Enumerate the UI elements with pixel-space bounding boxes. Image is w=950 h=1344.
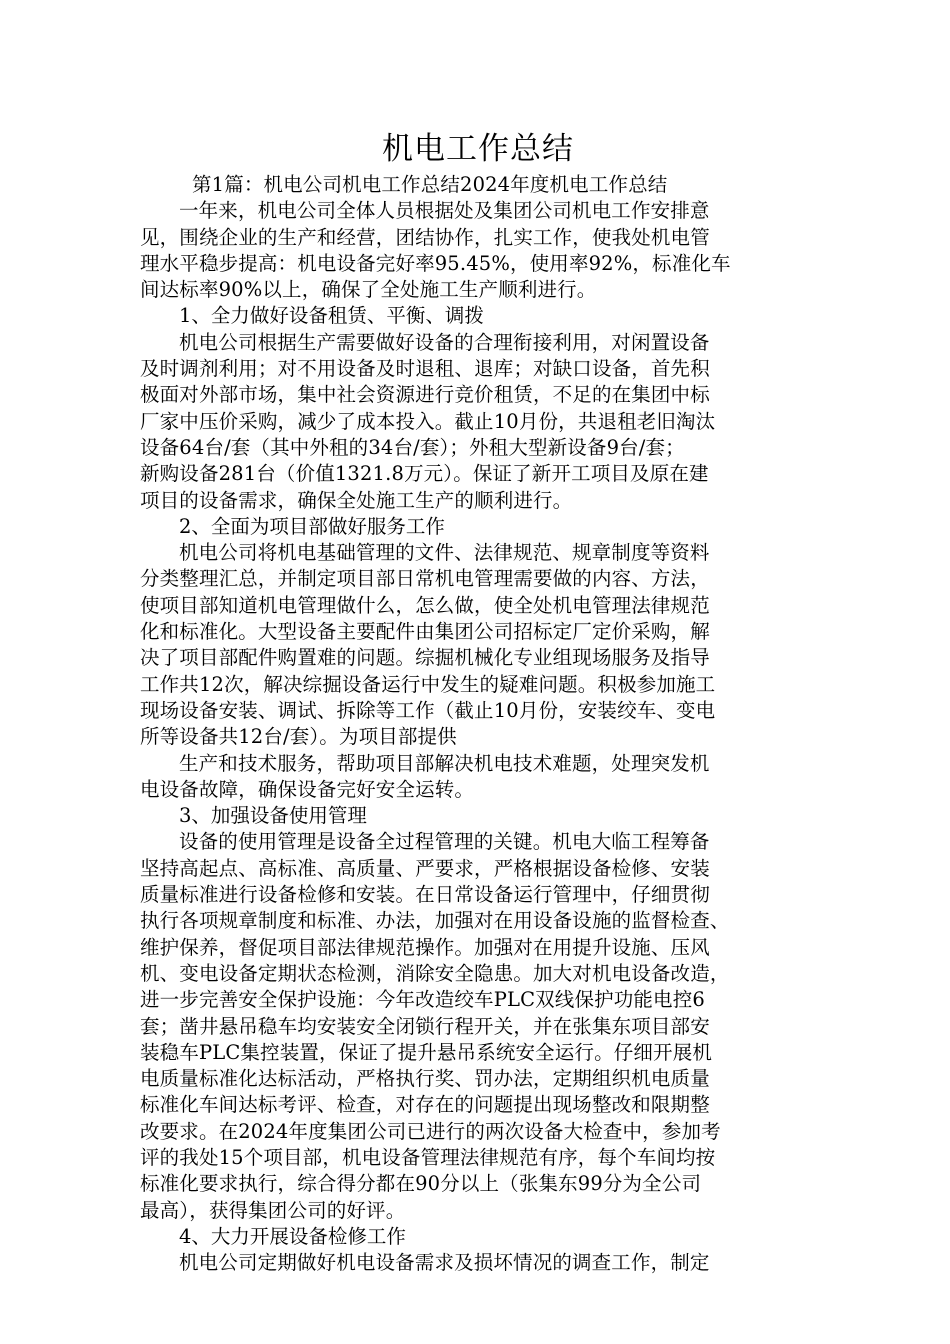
section-heading: 4、大力开展设备检修工作: [179, 1224, 406, 1248]
paragraph-line: 现场设备安装、调试、拆除等工作（截止10月份，安装绞车、变电: [140, 698, 716, 722]
document-subtitle: 第1篇：机电公司机电工作总结2024年度机电工作总结: [192, 173, 668, 196]
document-title: 机电工作总结: [382, 131, 574, 167]
paragraph-line: 最高），获得集团公司的好评。: [140, 1198, 406, 1222]
paragraph-line: 装稳车PLC集控装置，保证了提升悬吊系统安全运行。仔细开展机: [140, 1040, 712, 1064]
paragraph-line: 标准化车间达标考评、检查，对存在的问题提出现场整改和限期整: [140, 1093, 710, 1117]
paragraph-line: 极面对外部市场，集中社会资源进行竞价租赁，不足的在集团中标: [140, 383, 710, 407]
paragraph-line: 执行各项规章制度和标准、办法，加强对在用设备设施的监督检查、: [140, 909, 730, 933]
paragraph-line: 一年来，机电公司全体人员根据处及集团公司机电工作安排意: [179, 199, 710, 223]
paragraph-line: 标准化要求执行，综合得分都在90分以上（张集东99分为全公司: [140, 1172, 702, 1196]
paragraph-line: 所等设备共12台/套）。为项目部提供: [140, 725, 457, 749]
paragraph-line: 设备的使用管理是设备全过程管理的关键。机电大临工程筹备: [179, 830, 710, 854]
paragraph-line: 进一步完善安全保护设施：今年改造绞车PLC双线保护功能电控6: [140, 988, 705, 1012]
section-heading: 2、全面为项目部做好服务工作: [179, 514, 445, 538]
paragraph-line: 理水平稳步提高：机电设备完好率95.45%，使用率92%，标准化车: [140, 251, 731, 275]
document-body: [140, 128, 816, 1276]
paragraph-line: 厂家中压价采购，减少了成本投入。截止10月份，共退租老旧淘汰: [140, 409, 716, 433]
paragraph-line: 化和标准化。大型设备主要配件由集团公司招标定厂定价采购，解: [140, 620, 710, 644]
paragraph-line: 机电公司将机电基础管理的文件、法律规范、规章制度等资料: [179, 541, 710, 565]
paragraph-line: 质量标准进行设备检修和安装。在日常设备运行管理中，仔细贯彻: [140, 883, 710, 907]
paragraph-line: 坚持高起点、高标准、高质量、严要求，严格根据设备检修、安装: [140, 856, 710, 880]
section-heading: 3、加强设备使用管理: [179, 804, 367, 828]
paragraph-line: 生产和技术服务，帮助项目部解决机电技术难题，处理突发机: [179, 751, 710, 775]
paragraph-line: 机电公司根据生产需要做好设备的合理衔接利用，对闲置设备: [179, 330, 710, 354]
paragraph-line: 电设备故障，确保设备完好安全运转。: [140, 777, 475, 801]
paragraph-line: 新购设备281台（价值1321.8万元）。保证了新开工项目及原在建: [140, 462, 709, 486]
paragraph-line: 项目的设备需求，确保全处施工生产的顺利进行。: [140, 488, 573, 512]
paragraph-line: 分类整理汇总，并制定项目部日常机电管理需要做的内容、方法，: [140, 567, 710, 591]
paragraph-line: 见，围绕企业的生产和经营，团结协作，扎实工作，使我处机电管: [140, 225, 710, 249]
paragraph-line: 工作共12次，解决综掘设备运行中发生的疑难问题。积极参加施工: [140, 672, 716, 696]
paragraph-line: 决了项目部配件购置难的问题。综掘机械化专业组现场服务及指导: [140, 646, 710, 670]
paragraph-line: 机、变电设备定期状态检测，消除安全隐患。加大对机电设备改造，: [140, 961, 730, 985]
paragraph-line: 套；凿井悬吊稳车均安装安全闭锁行程开关，并在张集东项目部安: [140, 1014, 710, 1038]
paragraph-line: 及时调剂利用；对不用设备及时退租、退库；对缺口设备，首先积: [140, 357, 710, 381]
paragraph-line: 使项目部知道机电管理做什么，怎么做，使全处机电管理法律规范: [140, 593, 710, 617]
paragraph-line: 设备64台/套（其中外租的34台/套）；外租大型新设备9台/套；: [140, 435, 685, 459]
paragraph-line: 改要求。在2024年度集团公司已进行的两次设备大检查中，参加考: [140, 1119, 721, 1143]
paragraph-line: 维护保养，督促项目部法律规范操作。加强对在用提升设施、压风: [140, 935, 710, 959]
paragraph-line: 机电公司定期做好机电设备需求及损坏情况的调查工作，制定: [179, 1251, 710, 1275]
paragraph-line: 电质量标准化达标活动，严格执行奖、罚办法，定期组织机电质量: [140, 1067, 710, 1091]
section-heading: 1、全力做好设备租赁、平衡、调拨: [179, 304, 484, 328]
paragraph-line: 间达标率90%以上，确保了全处施工生产顺利进行。: [140, 278, 597, 302]
paragraph-line: 评的我处15个项目部，机电设备管理法律规范有序，每个车间均按: [140, 1145, 716, 1169]
